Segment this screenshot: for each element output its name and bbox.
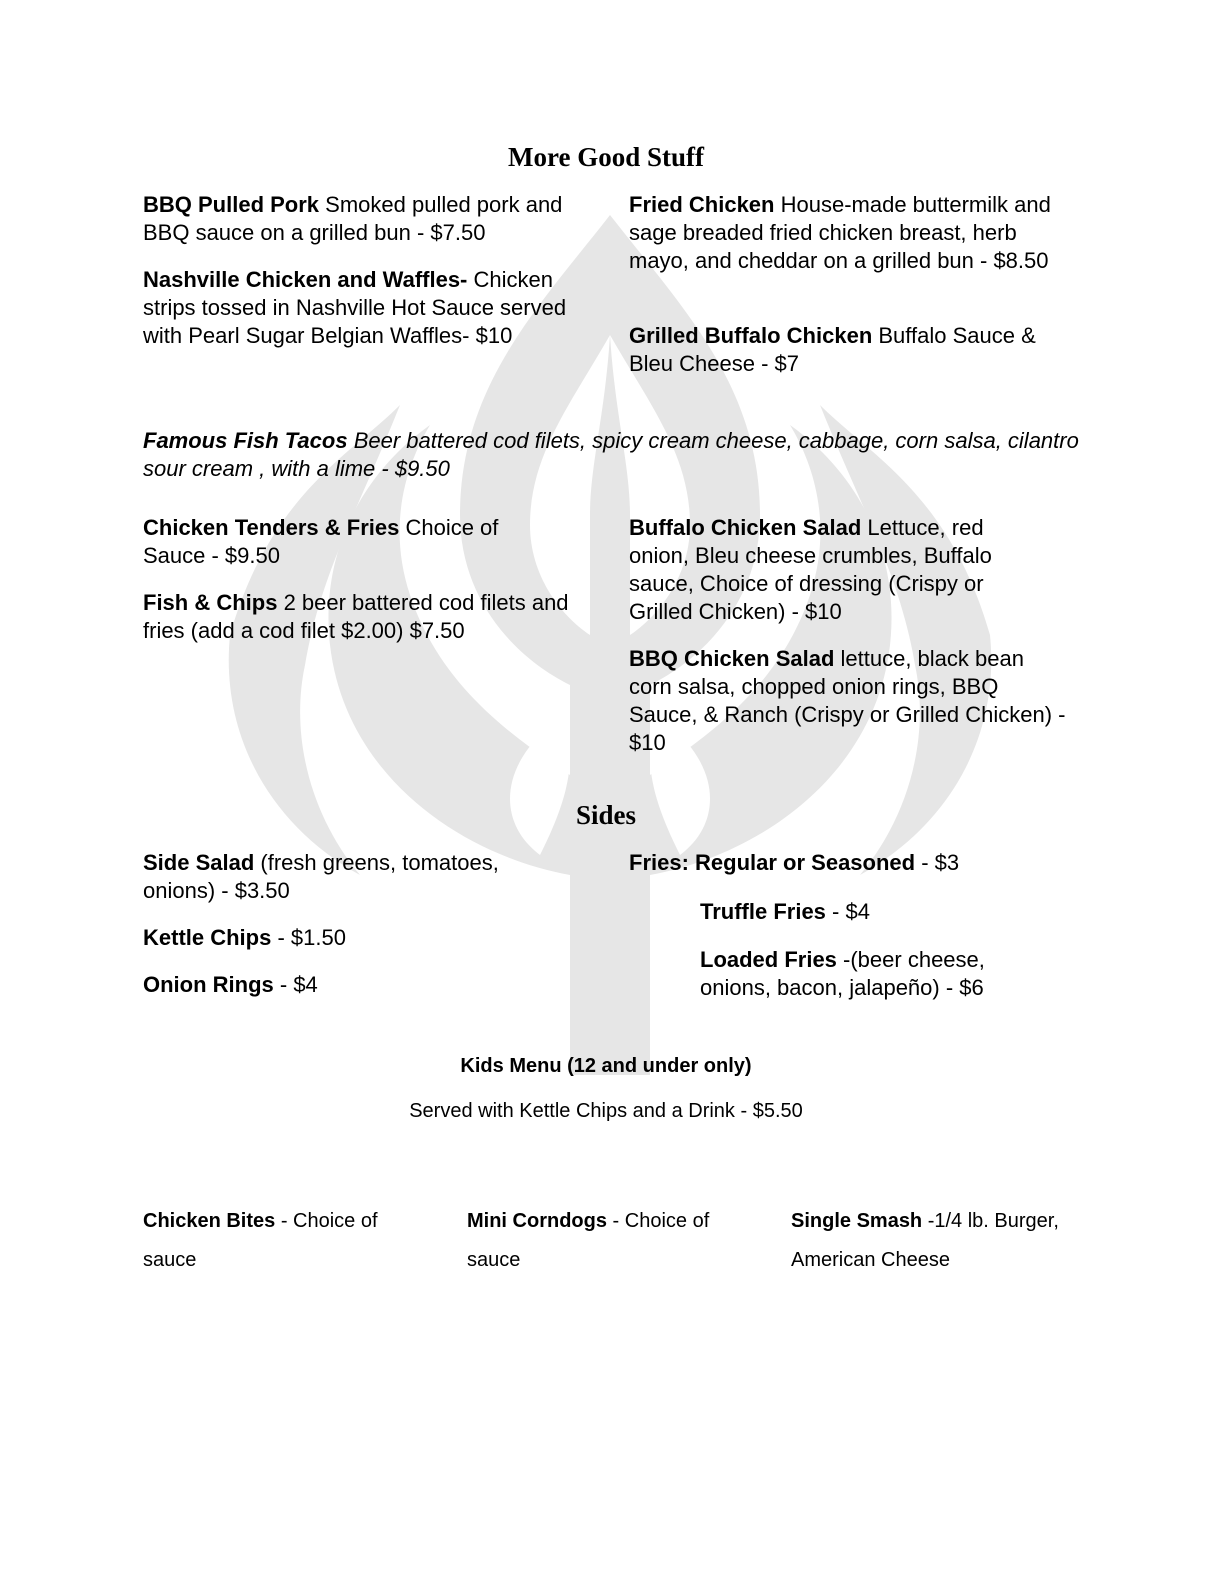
- kids-item-chicken-bites: [143, 1202, 433, 1280]
- item-name: Onion Rings: [143, 972, 274, 997]
- side-item-fries: [629, 849, 1069, 877]
- item-description: Lettuce, red onion, Bleu cheese crumbles, Buffalo sauce, Choice of dressing (Crispy or Grilled Chicken) - $10: [629, 515, 992, 624]
- item-description: - $3: [915, 850, 960, 875]
- more-good-stuff-heading: More Good Stuff: [508, 142, 704, 172]
- item-name: Mini Corndogs: [467, 1210, 607, 1232]
- item-name: Loaded Fries: [700, 947, 837, 972]
- item-name: BBQ Pulled Pork: [143, 192, 320, 217]
- item-name: Chicken Bites: [143, 1210, 276, 1232]
- menu-item-bbq-pulled-pork: [143, 191, 583, 247]
- item-name: Fried Chicken: [629, 192, 775, 217]
- kids-item-single-smash: [791, 1202, 1071, 1280]
- item-name: Chicken Tenders & Fries: [143, 515, 400, 540]
- item-name: Truffle Fries: [700, 899, 826, 924]
- item-description: - $4: [825, 899, 870, 924]
- item-description: -(beer cheese, onions, bacon, jalapeño) - $6: [700, 947, 985, 1000]
- menu-item-chicken-tenders: [143, 514, 563, 570]
- item-name: Buffalo Chicken Salad: [629, 515, 862, 540]
- item-name: Side Salad: [143, 850, 255, 875]
- menu-item-buffalo-chicken-salad: [629, 514, 1049, 626]
- kids-menu-heading: Kids Menu (12 and under only): [460, 1055, 752, 1077]
- item-description: 2 beer battered cod filets and fries (add a cod filet $2.00) $7.50: [143, 590, 569, 643]
- item-name: Single Smash: [791, 1210, 923, 1232]
- kids-item-mini-corndogs: [467, 1202, 757, 1280]
- item-description: Beer battered cod filets, spicy cream cheese, cabbage, corn salsa, cilantro sour cream , with a lime - $9.50: [143, 428, 1079, 481]
- item-description: Choice of Sauce - $9.50: [143, 515, 499, 568]
- item-description: - $4: [273, 972, 318, 997]
- side-item-loaded-fries: [700, 946, 1030, 1002]
- item-name: Nashville Chicken and Waffles-: [143, 267, 468, 292]
- side-item-side-salad: [143, 849, 563, 905]
- side-item-kettle-chips: [143, 924, 563, 952]
- item-description: House-made buttermilk and sage breaded fried chicken breast, herb mayo, and cheddar on a grilled bun - $8.50: [629, 192, 1051, 273]
- kids-menu-subtitle: Served with Kettle Chips and a Drink - $5.50: [409, 1100, 803, 1122]
- item-name: BBQ Chicken Salad: [629, 646, 835, 671]
- side-item-onion-rings: [143, 971, 563, 999]
- menu-item-nashville-chicken-waffles: [143, 266, 583, 350]
- item-description: Smoked pulled pork and BBQ sauce on a grilled bun - $7.50: [143, 192, 563, 245]
- menu-item-fish-chips: [143, 589, 573, 645]
- menu-item-bbq-chicken-salad: [629, 645, 1069, 757]
- side-item-truffle-fries: [700, 898, 1080, 926]
- item-description: -1/4 lb. Burger, American Cheese: [791, 1210, 1059, 1271]
- item-description: - Choice of sauce: [143, 1210, 378, 1271]
- item-name: Fries: Regular or Seasoned: [629, 850, 916, 875]
- item-name: Fish & Chips: [143, 590, 278, 615]
- menu-item-famous-fish-tacos: [143, 427, 1088, 483]
- item-name: Kettle Chips: [143, 925, 272, 950]
- item-name: Grilled Buffalo Chicken: [629, 323, 873, 348]
- item-description: Chicken strips tossed in Nashville Hot Sauce served with Pearl Sugar Belgian Waffles- $10: [143, 267, 567, 348]
- item-name: Famous Fish Tacos: [143, 428, 348, 453]
- item-description: - Choice of sauce: [467, 1210, 710, 1271]
- item-description: (fresh greens, tomatoes, onions) - $3.50: [143, 850, 499, 903]
- item-description: - $1.50: [271, 925, 346, 950]
- menu-item-grilled-buffalo-chicken: [629, 322, 1084, 378]
- sides-heading: Sides: [575, 800, 637, 830]
- item-description: Buffalo Sauce & Bleu Cheese - $7: [629, 323, 1036, 376]
- menu-item-fried-chicken: [629, 191, 1074, 275]
- item-description: lettuce, black bean corn salsa, chopped onion rings, BBQ Sauce, & Ranch (Crispy or Grilled Chicken) - $10: [629, 646, 1066, 755]
